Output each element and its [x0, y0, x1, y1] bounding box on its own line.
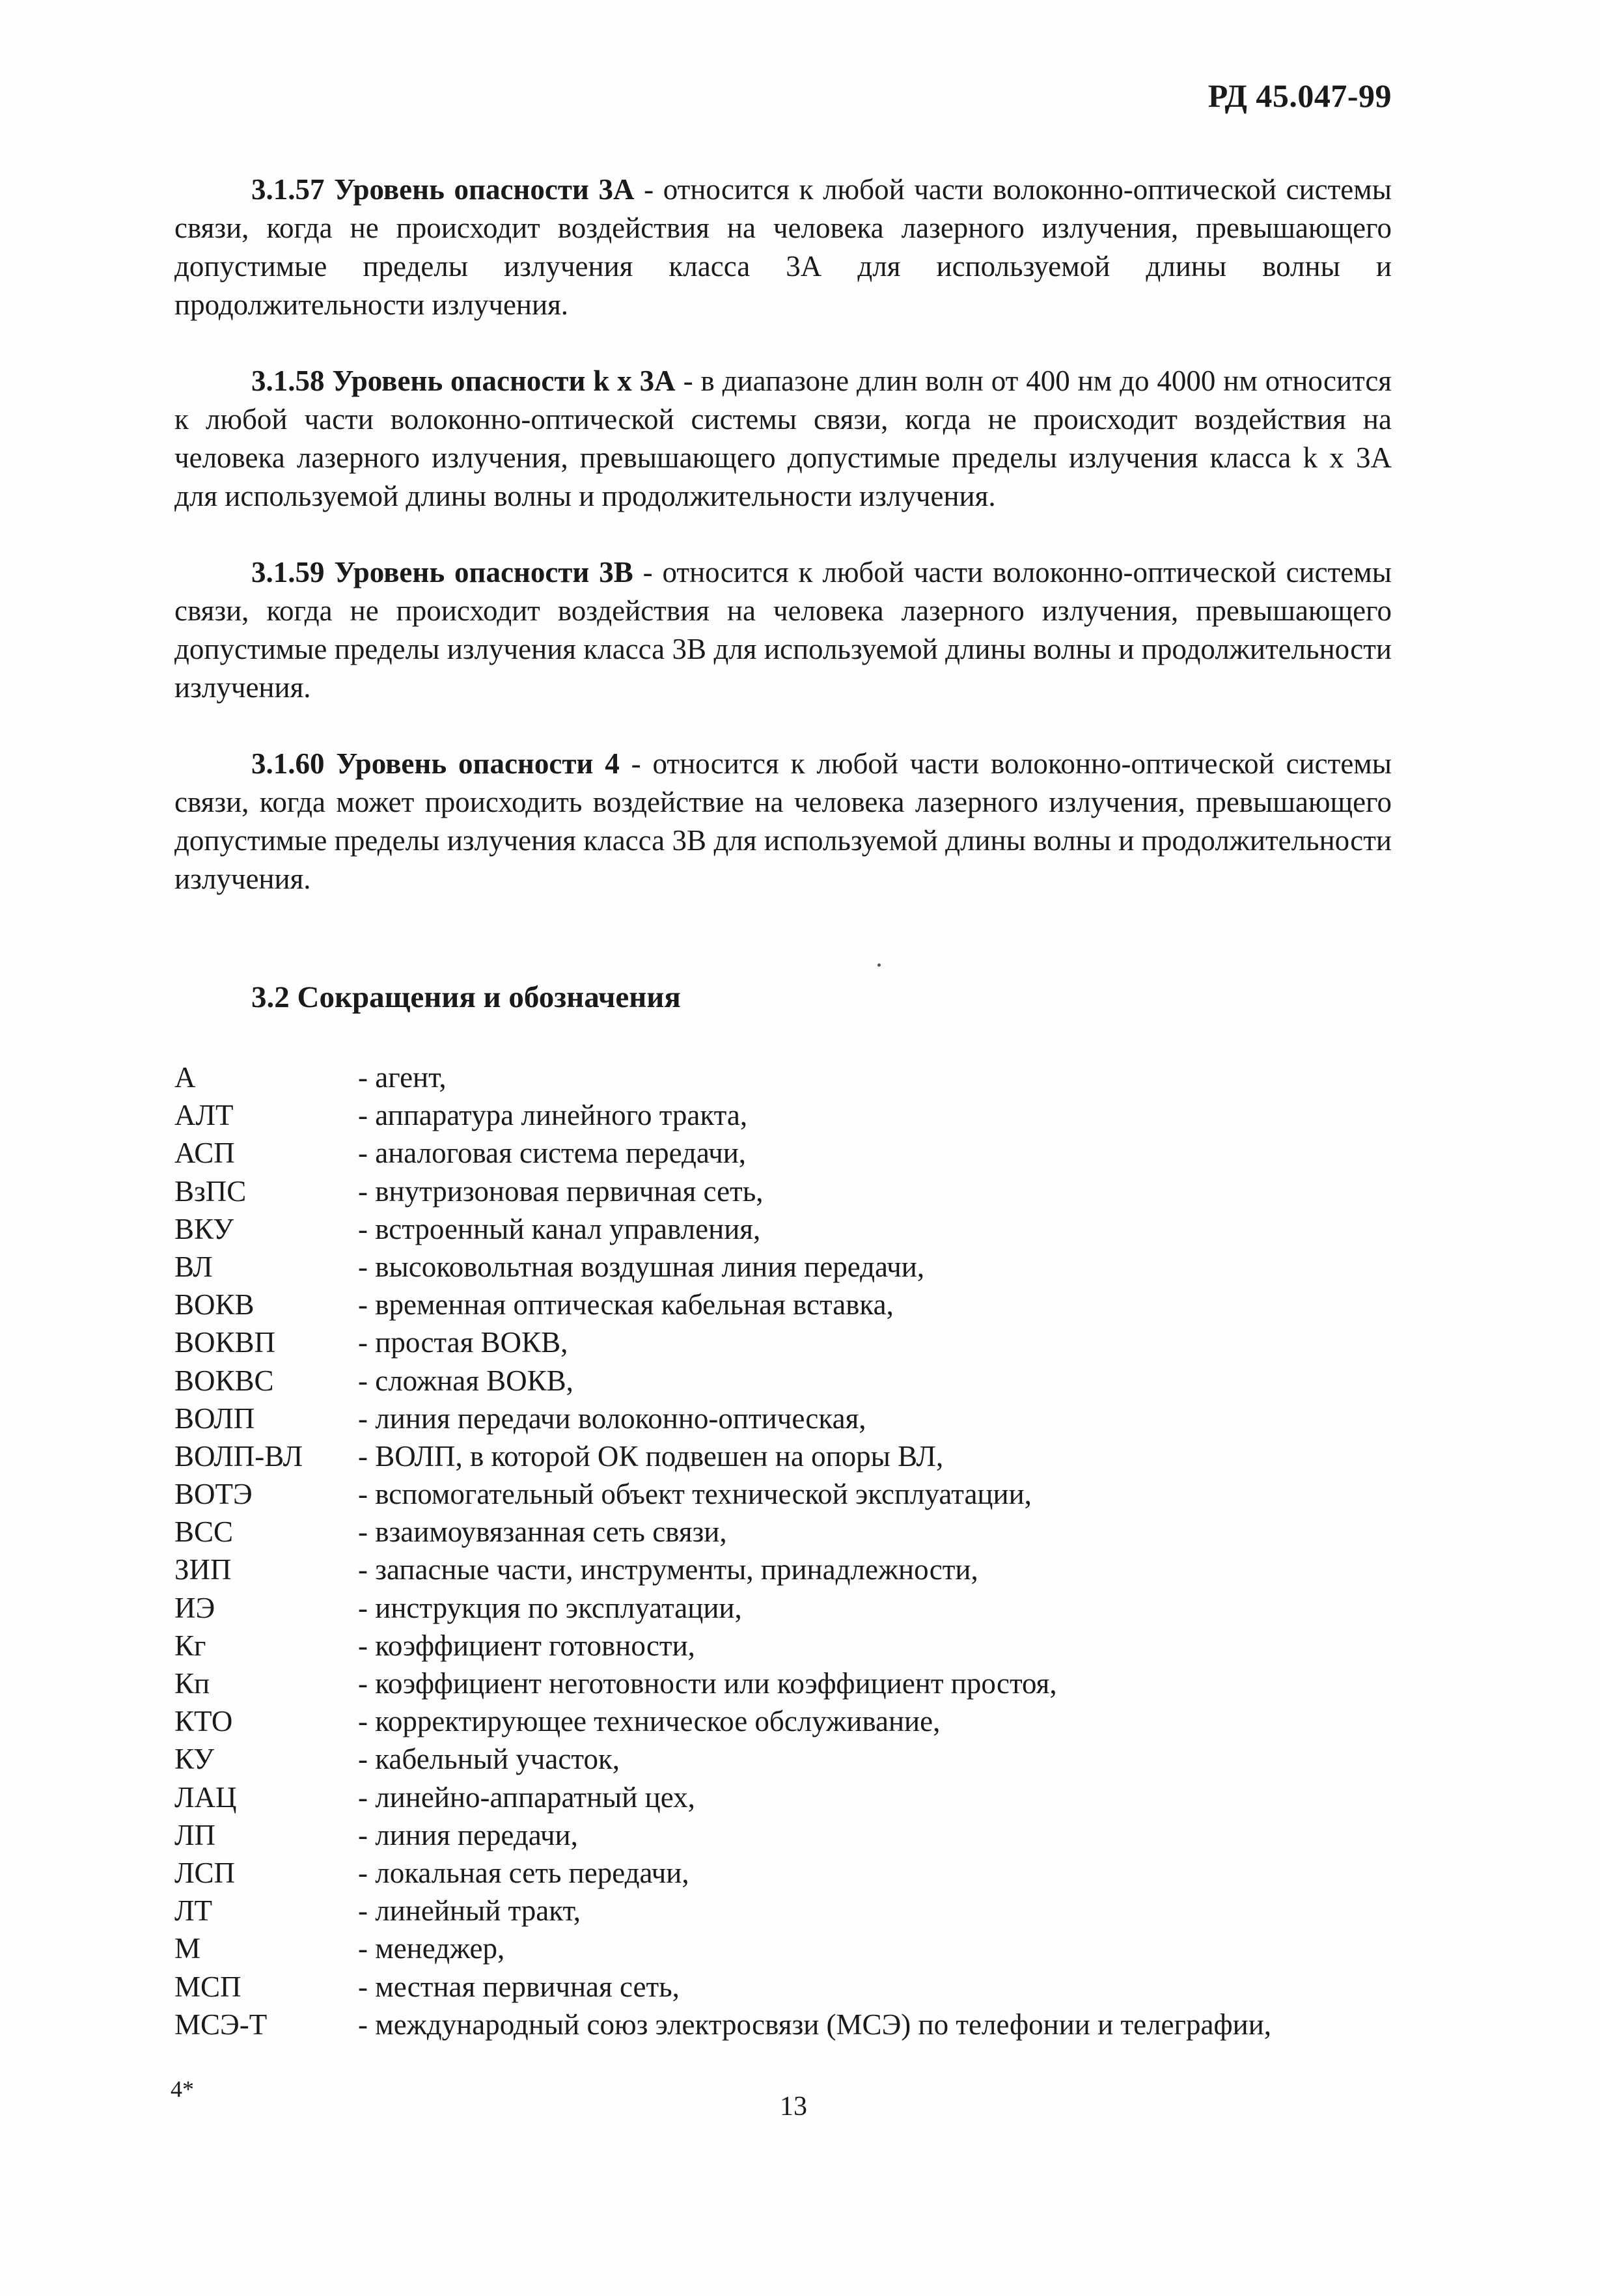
- definition-term: 3.1.58 Уровень опасности k x 3А: [251, 365, 676, 397]
- abbreviation-definition: - линия передачи,: [358, 1818, 578, 1851]
- abbreviation-row: [174, 1058, 1405, 1096]
- abbreviation-row: [174, 1778, 1405, 1816]
- abbreviation-row: [174, 1892, 1405, 1929]
- abbreviation-row: [174, 1665, 1405, 1702]
- abbreviation-definition: - встроенный канал управления,: [358, 1212, 761, 1245]
- abbreviation-row: [174, 1816, 1405, 1854]
- abbreviation-row: [174, 1362, 1405, 1400]
- document-code: РД 45.047-99: [1207, 77, 1392, 114]
- definition-text: - в диапазоне длин волн от 400 нм до 4000 нм относится к любой части волоконно-оптической системы связи, когда не происходит воздействия на человека лазерного излучения, превышающего допустимые пределы излучения класса k x 3А для используемой длины волны и продолжительности излучения.: [174, 365, 1392, 512]
- definition-paragraph: [174, 362, 1392, 516]
- abbreviation-term: ЛАЦ: [174, 1780, 237, 1814]
- abbreviation-row: [174, 1210, 1405, 1248]
- abbreviation-term: МСЭ-Т: [174, 2008, 268, 2041]
- section-title: 3.2 Сокращения и обозначения: [251, 980, 681, 1014]
- abbreviation-term: ЗИП: [174, 1553, 232, 1586]
- abbreviation-definition: - внутризоновая первичная сеть,: [358, 1174, 764, 1208]
- page-number: 13: [780, 2092, 807, 2122]
- abbreviation-definition: - коэффициент готовности,: [358, 1629, 695, 1662]
- abbreviation-row: [174, 1589, 1405, 1627]
- abbreviation-definition: - линия передачи волоконно-оптическая,: [358, 1402, 866, 1435]
- abbreviation-row: [174, 1929, 1405, 1967]
- abbreviation-term: ВОКВ: [174, 1288, 255, 1321]
- abbreviation-term: КТО: [174, 1705, 233, 1738]
- abbreviation-definition: - локальная сеть передачи,: [358, 1856, 689, 1889]
- definition-paragraph: [174, 553, 1392, 707]
- abbreviation-definition: - ВОЛП, в которой ОК подвешен на опоры ВЛ,: [358, 1439, 944, 1473]
- abbreviation-term: ВОКВП: [174, 1326, 276, 1359]
- abbreviation-term: ВОЛП: [174, 1402, 255, 1435]
- abbreviation-term: М: [174, 1932, 201, 1965]
- abbreviation-term: ЛСП: [174, 1856, 236, 1889]
- abbreviation-term: КУ: [174, 1743, 214, 1776]
- abbreviation-definition: - запасные части, инструменты, принадлежности,: [358, 1553, 978, 1586]
- definition-term: 3.1.57 Уровень опасности 3А: [251, 173, 635, 206]
- abbreviation-definition: - агент,: [358, 1061, 447, 1094]
- abbreviation-definition: - временная оптическая кабельная вставка,: [358, 1288, 894, 1321]
- definitions-block: [174, 171, 1392, 936]
- abbreviation-row: [174, 1096, 1405, 1134]
- abbreviation-term: ВОКВС: [174, 1364, 274, 1397]
- abbreviation-row: [174, 1551, 1405, 1588]
- abbreviation-definition: - коэффициент неготовности или коэффициент простоя,: [358, 1667, 1057, 1700]
- abbreviation-definition: - менеджер,: [358, 1932, 505, 1965]
- abbreviation-row: [174, 1400, 1405, 1437]
- abbreviation-row: [174, 1740, 1405, 1778]
- definition-text: - относится к любой части волоконно-оптической системы связи, когда не происходит воздействия на человека лазерного излучения, превышающего допустимые пределы излучения класса 3А для используемой длины волны и продолжительности излучения.: [174, 173, 1392, 321]
- abbreviation-row: [174, 1627, 1405, 1665]
- abbreviation-term: ВЛ: [174, 1250, 213, 1283]
- abbreviation-definition: - аппаратура линейного тракта,: [358, 1099, 748, 1132]
- abbreviations-list: [174, 1058, 1405, 2043]
- abbreviation-row: [174, 1513, 1405, 1551]
- abbreviation-term: ВСС: [174, 1515, 234, 1549]
- abbreviation-definition: - корректирующее техническое обслуживание,: [358, 1705, 941, 1738]
- scan-speck: [877, 963, 881, 967]
- abbreviation-definition: - вспомогательный объект технической эксплуатации,: [358, 1478, 1032, 1511]
- abbreviation-definition: - взаимоувязанная сеть связи,: [358, 1515, 727, 1549]
- abbreviation-term: ВОЛП-ВЛ: [174, 1439, 303, 1473]
- abbreviation-term: ВзПС: [174, 1174, 247, 1208]
- abbreviation-definition: - линейный тракт,: [358, 1894, 581, 1928]
- abbreviation-row: [174, 1437, 1405, 1475]
- abbreviation-definition: - сложная ВОКВ,: [358, 1364, 573, 1397]
- abbreviation-definition: - аналоговая система передачи,: [358, 1137, 747, 1170]
- abbreviation-term: Кп: [174, 1667, 210, 1700]
- abbreviation-term: А: [174, 1061, 196, 1094]
- definition-term: 3.1.59 Уровень опасности 3В: [251, 556, 633, 588]
- definition-term: 3.1.60 Уровень опасности 4: [251, 747, 620, 780]
- definition-text: - относится к любой части волоконно-оптической системы связи, когда не происходит воздействия на человека лазерного излучения, превышающего допустимые пределы излучения класса 3В для используемой длины волны и продолжительности излучения.: [174, 556, 1392, 704]
- abbreviation-term: ВОТЭ: [174, 1478, 253, 1511]
- abbreviation-definition: - высоковольтная воздушная линия передачи,: [358, 1250, 925, 1283]
- abbreviation-row: [174, 1475, 1405, 1513]
- abbreviation-row: [174, 1323, 1405, 1361]
- definition-text: - относится к любой части волоконно-оптической системы связи, когда может происходить воздействие на человека лазерного излучения, превышающего допустимые пределы излучения класса 3В для используемой длины волны и продолжительности излучения.: [174, 747, 1392, 895]
- sheet-mark: 4*: [171, 2076, 194, 2102]
- abbreviation-row: [174, 1134, 1405, 1172]
- abbreviation-row: [174, 1286, 1405, 1323]
- abbreviation-row: [174, 1172, 1405, 1210]
- abbreviation-term: АСП: [174, 1137, 235, 1170]
- abbreviation-term: ЛП: [174, 1818, 216, 1851]
- abbreviation-term: ВКУ: [174, 1212, 234, 1245]
- abbreviation-term: ИЭ: [174, 1591, 215, 1624]
- abbreviation-definition: - простая ВОКВ,: [358, 1326, 568, 1359]
- abbreviation-row: [174, 1248, 1405, 1286]
- abbreviation-term: ЛТ: [174, 1894, 213, 1928]
- abbreviation-row: [174, 1702, 1405, 1740]
- abbreviation-row: [174, 2006, 1405, 2043]
- definition-paragraph: [174, 171, 1392, 324]
- abbreviation-definition: - кабельный участок,: [358, 1743, 620, 1776]
- abbreviation-definition: - международный союз электросвязи (МСЭ) по телефонии и телеграфии,: [358, 2008, 1272, 2041]
- abbreviation-row: [174, 1854, 1405, 1892]
- definition-paragraph: [174, 745, 1392, 898]
- abbreviation-definition: - линейно-аппаратный цех,: [358, 1780, 695, 1814]
- abbreviation-definition: - инструкция по эксплуатации,: [358, 1591, 742, 1624]
- abbreviation-row: [174, 1968, 1405, 2006]
- abbreviation-term: Кг: [174, 1629, 206, 1662]
- abbreviation-definition: - местная первичная сеть,: [358, 1970, 680, 2003]
- abbreviation-term: АЛТ: [174, 1099, 234, 1132]
- abbreviation-term: МСП: [174, 1970, 241, 2003]
